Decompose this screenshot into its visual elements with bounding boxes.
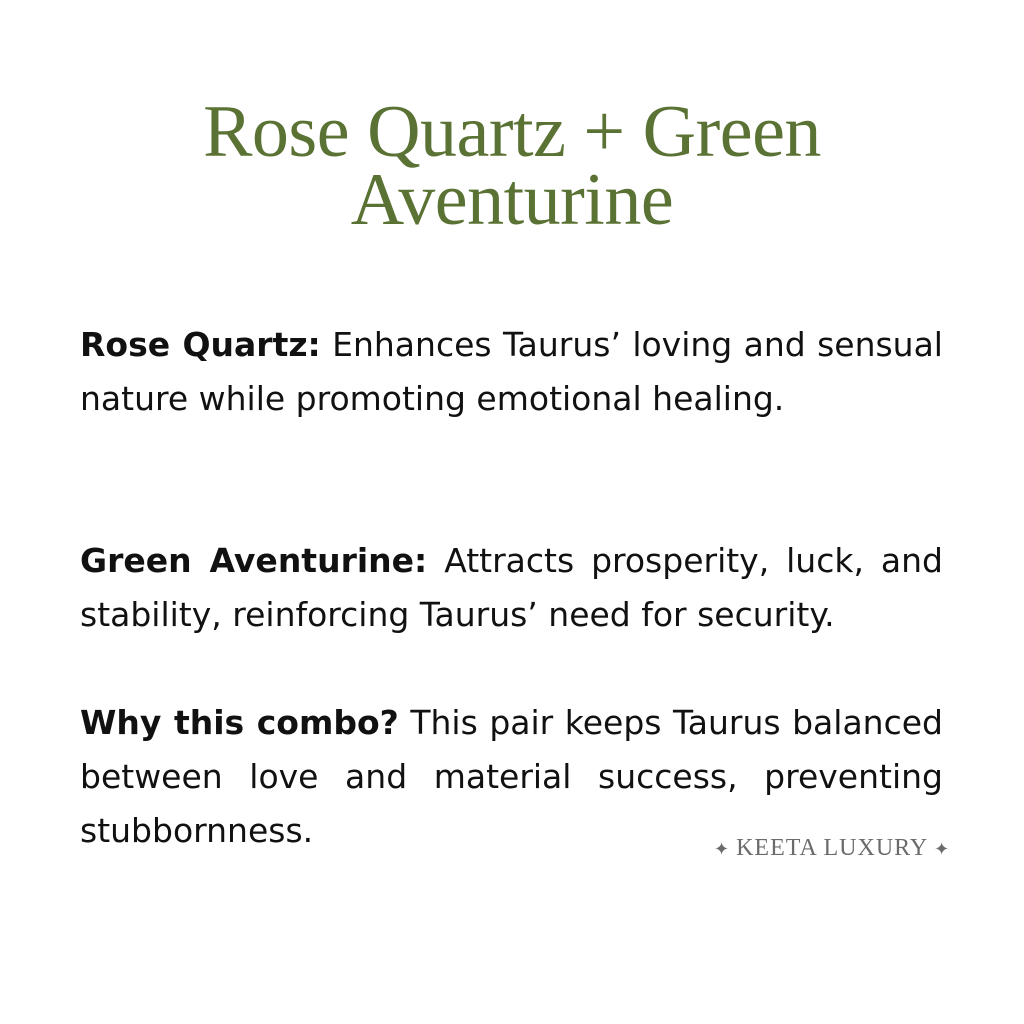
combo-text: This pair keeps Taurus balanced between love and material success, preventing stubbornness. <box>80 703 943 850</box>
green-aventurine-text: Attracts prosperity, luck, and stability, reinforcing Taurus’ need for security. <box>80 541 943 634</box>
sparkle-icon-right: ✦ <box>934 839 951 859</box>
rose-quartz-text: Enhances Taurus’ loving and sensual nature while promoting emotional healing. <box>80 325 943 418</box>
sparkle-icon-left: ✦ <box>714 839 731 859</box>
green-aventurine-label: Green Aventurine: <box>80 541 428 580</box>
rose-quartz-label: Rose Quartz: <box>80 325 321 364</box>
green-aventurine-description <box>80 534 943 642</box>
brand-signature <box>708 833 968 864</box>
page-title <box>0 91 1024 241</box>
brand-name: KEETA LUXURY <box>736 835 929 861</box>
combo-label: Why this combo? <box>80 703 399 742</box>
rose-quartz-description <box>80 318 943 426</box>
title-line-1: Rose Quartz + Green <box>203 91 821 173</box>
title-line-2: Aventurine <box>350 159 674 241</box>
